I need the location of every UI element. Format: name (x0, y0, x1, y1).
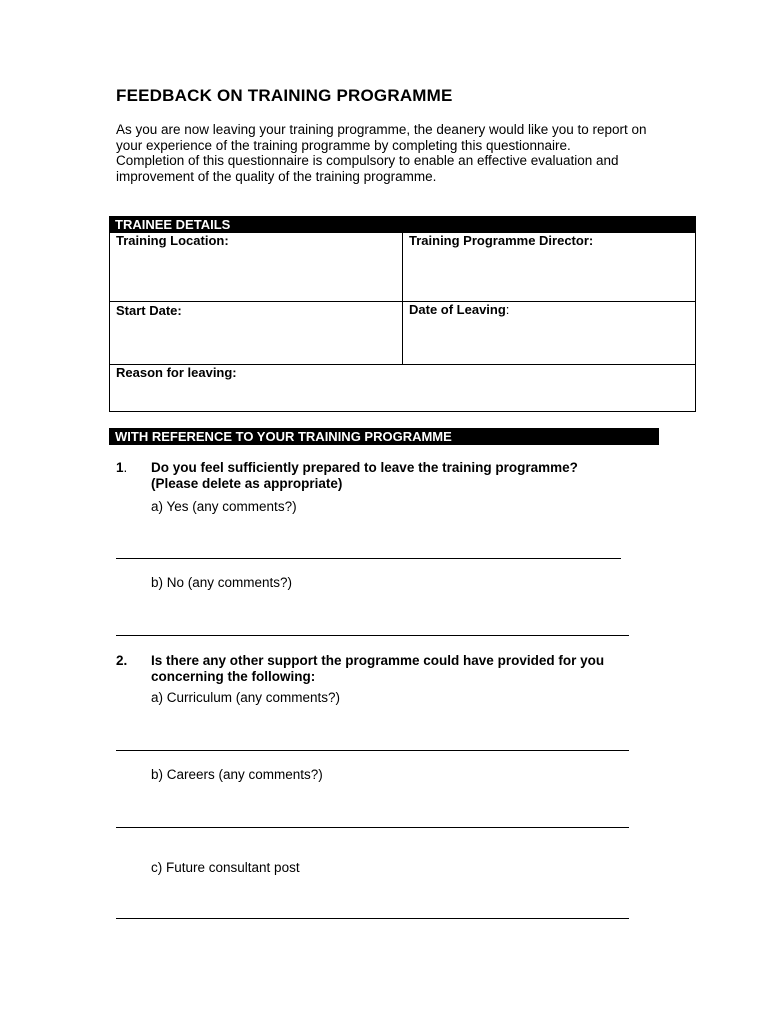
question-2-answer-line-c[interactable] (116, 918, 629, 920)
page-title: FEEDBACK ON TRAINING PROGRAMME (116, 86, 453, 105)
trainee-details-header: TRAINEE DETAILS (109, 216, 696, 233)
trainee-details-table (109, 233, 696, 412)
intro-text (116, 122, 676, 184)
question-1-answer-line-a[interactable] (116, 558, 621, 560)
question-2-option-a: a) Curriculum (any comments?) (151, 690, 341, 705)
question-1-option-b: b) No (any comments?) (151, 575, 293, 590)
intro-paragraph-1: As you are now leaving your training programme, the deanery would like you to report on your experience of the training programme by completing this questionnaire. (116, 122, 647, 153)
question-2-option-b: b) Careers (any comments?) (151, 767, 323, 782)
intro-paragraph-2: Completion of this questionnaire is compulsory to enable an effective evaluation and improvement of the quality of the training programme. (116, 153, 619, 184)
question-1-instruction: (Please delete as appropriate) (151, 476, 343, 491)
question-1-prompt: Do you feel sufficiently prepared to leave the training programme? (151, 460, 578, 475)
start-date-field[interactable] (110, 302, 402, 364)
training-location-label: Training Location: (116, 233, 229, 248)
question-2-option-c: c) Future consultant post (151, 860, 300, 875)
training-location-field[interactable] (110, 233, 402, 301)
question-1-answer-line-b[interactable] (116, 635, 629, 637)
question-2-text: Is there any other support the programme could have provided for you concerning the following: (151, 653, 605, 684)
section-header-training-programme: WITH REFERENCE TO YOUR TRAINING PROGRAMME (109, 428, 659, 445)
date-of-leaving-label: Date of Leaving (409, 302, 506, 317)
question-1-option-a: a) Yes (any comments?) (151, 499, 297, 514)
programme-director-label: Training Programme Director: (409, 233, 594, 248)
question-1-number: 1. (116, 460, 128, 475)
question-2-number: 2. (116, 653, 128, 668)
programme-director-field[interactable] (403, 233, 696, 301)
date-of-leaving-colon: : (505, 302, 510, 317)
question-2-answer-line-b[interactable] (116, 827, 629, 829)
reason-for-leaving-label: Reason for leaving: (116, 365, 237, 380)
reason-for-leaving-field[interactable] (110, 365, 695, 411)
question-2-answer-line-a[interactable] (116, 750, 629, 752)
question-1-text (151, 460, 651, 492)
date-of-leaving-field[interactable] (403, 302, 696, 364)
start-date-label: Start Date: (116, 303, 182, 318)
